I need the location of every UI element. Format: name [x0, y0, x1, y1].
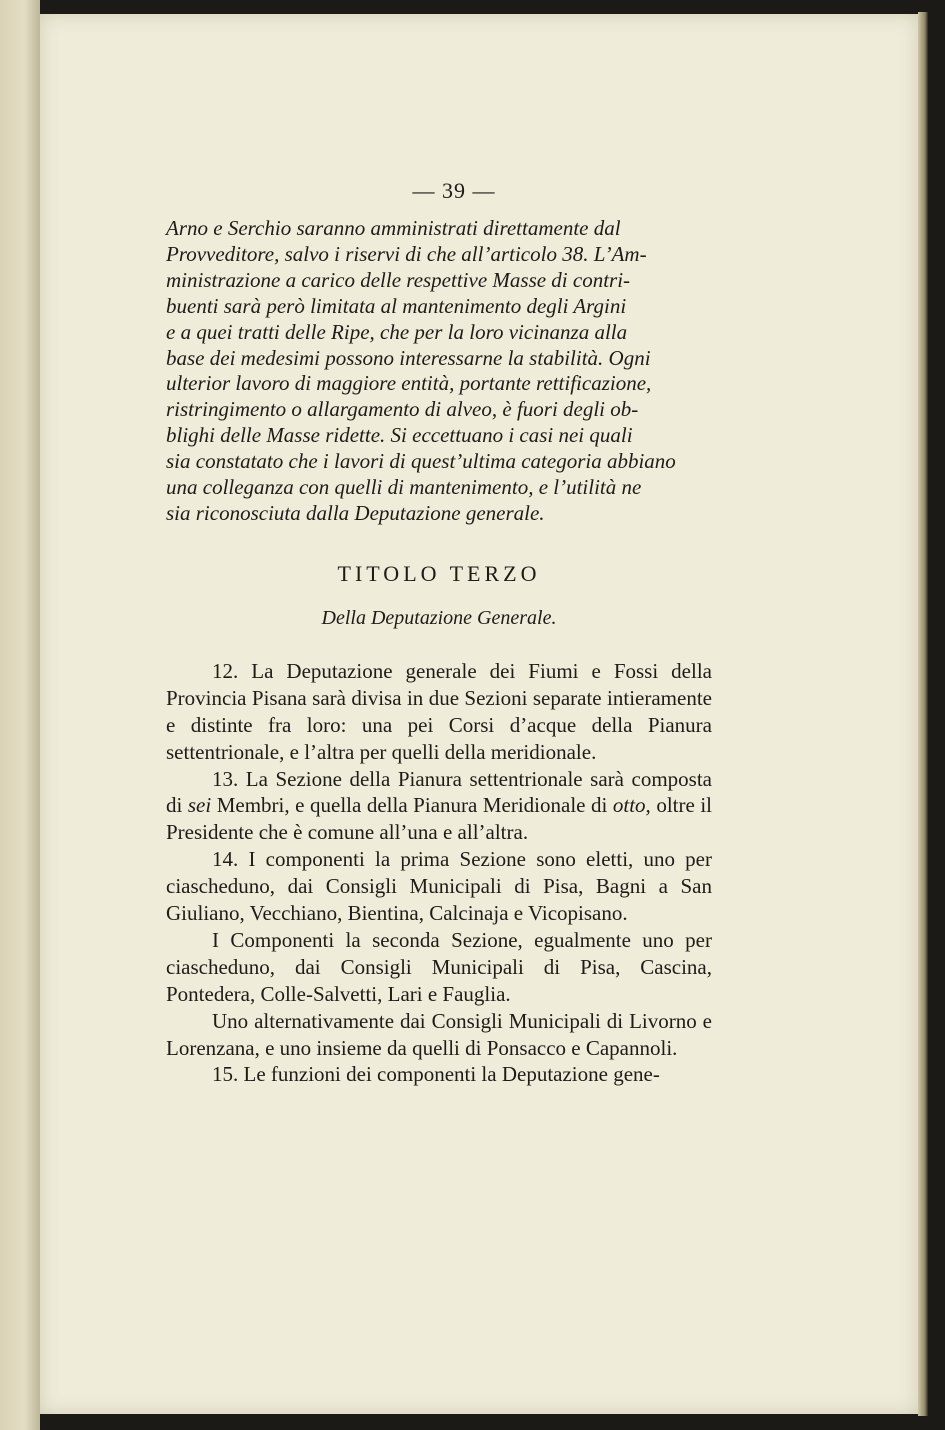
intro-line: ministrazione a carico delle respettive Masse di contri- [166, 267, 631, 292]
intro-line: Provveditore, salvo i riservi di che all’articolo 38. L’Am- [166, 241, 647, 266]
page-edge [918, 12, 928, 1416]
intro-line: blighi delle Masse ridette. Si eccettuano i casi nei quali [166, 423, 633, 448]
page-number: — 39 — [412, 178, 496, 203]
intro-line: sia constatato che i lavori di quest’ultima categoria abbiano [166, 449, 676, 474]
intro-line: sia riconosciuta dalla Deputazione generale. [166, 500, 545, 525]
page-text [166, 178, 712, 1088]
intro-line: Arno e Serchio saranno amministrati direttamente dal [166, 216, 621, 240]
article-14-second: I Componenti la seconda Sezione, egualmente uno per ciascheduno, dai Consigli Municipali di Pisa, Cascina, Pontedera, Colle-Salvetti, Lari e Fauglia. [166, 927, 712, 1006]
article-13-part: oltre il Presidente che è comune all’una e all’altra. [166, 793, 713, 845]
section-subtitle: Della Deputazione Generale. [321, 606, 557, 629]
intro-line: una colleganza con quelli di mantenimento, e l’utilità ne [166, 475, 642, 500]
book-spine [0, 0, 40, 1430]
article-14: 14. I componenti la prima Sezione sono eletti, uno per ciascheduno, dai Consigli Municipali di Pisa, Bagni a San Giuliano, Vecchiano, Bientina, Calcinaja e Vicopisano. [166, 847, 712, 926]
article-13 [166, 766, 712, 847]
intro-line: ristringimento o allargamento di alveo, è fuori degli ob- [166, 397, 639, 422]
article-12: 12. La Deputazione generale dei Fiumi e Fossi della Provincia Pisana sarà divisa in due Sezioni separate intieramente e distinte fra loro: una pei Corsi d’acque della Pianura settentrionale, e l’altra per quelli della meridionale. [166, 658, 712, 764]
article-13-part: 13. La Sezione della Pianura settentrionale sarà composta di [166, 766, 712, 818]
intro-paragraph [166, 216, 712, 527]
section-title: TITOLO TERZO [337, 560, 541, 586]
intro-line: buenti sarà però limitata al mantenimento degli Argini [166, 293, 627, 318]
article-13-sei: sei [187, 793, 212, 818]
intro-line: e a quei tratti delle Ripe, che per la loro vicinanza alla [166, 319, 628, 344]
article-14-third: Uno alternativamente dai Consigli Municipali di Livorno e Lorenzana, e uno insieme da quelli di Ponsacco e Capannoli. [166, 1008, 712, 1060]
article-15: 15. Le funzioni dei componenti la Deputazione gene- [212, 1062, 660, 1087]
article-13-otto: otto, [612, 793, 651, 818]
intro-line: ulterior lavoro di maggiore entità, portante rettificazione, [166, 371, 652, 396]
intro-line: base dei medesimi possono interessarne la stabilità. Ogni [166, 345, 651, 370]
article-13-part: Membri, e quella della Pianura Meridionale di [216, 793, 608, 818]
